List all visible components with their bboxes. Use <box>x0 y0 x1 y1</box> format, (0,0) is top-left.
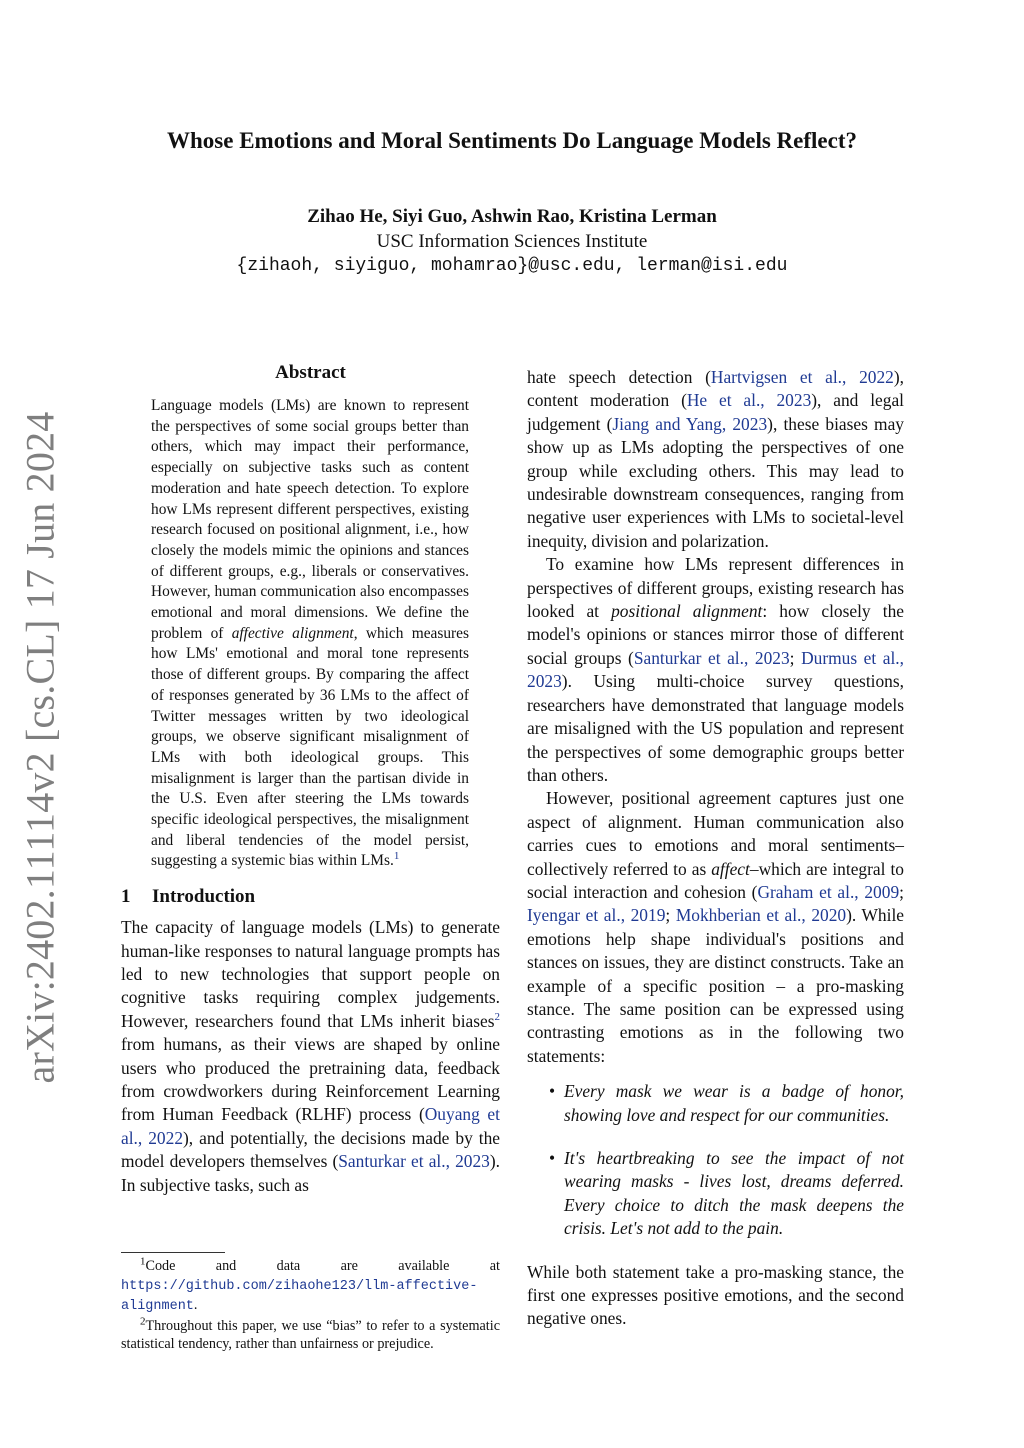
citation-link[interactable]: Jiang and Yang, 2023 <box>612 413 768 434</box>
example-statements <box>527 1080 904 1240</box>
footnote-ref-1[interactable]: 1 <box>393 850 400 863</box>
intro-paragraph: The capacity of language models (LMs) to generate human-like responses to natural language prompts has led to new technologies that support people on cognitive tasks requiring complex judgements. However, researchers found that LMs inherit biases$^2$ from humans, as their views are shaped by online users who produced the pretraining data, feedback from crowdworkers during Reinforcement Learning from Human Feedback (RLHF) process (Ouyang et al., 2022), and potentially, the decisions made by the model developers themselves (Santurkar et al., 2023). In subjective tasks, such as <box>121 917 501 1195</box>
body-paragraph: hate speech detection (Hartvigsen et al., 2022), content moderation (He et al., 2023), and legal judgement (Jiang and Yang, 2023), these biases may show up as LMs adopting the perspectives of one group while excluding others. This may lead to undesirable downstream consequences, ranging from negative user experiences with LMs to societal-level inequity, division and polarization. <box>527 367 904 551</box>
body-paragraph: To examine how LMs represent differences in perspectives of different groups, existing research has looked at positional alignment: how closely the model's opinions or stances mirror those of different social groups (Santurkar et al., 2023; Durmus et al., 2023). Using multi-choice survey questions, researchers have demonstrated that language models are misaligned with the US population and represent the perspectives of some demographic groups better than others. <box>527 554 904 785</box>
citation-link[interactable]: Mokhberian et al., 2020 <box>675 905 847 926</box>
citation-link[interactable]: Ouyang et al., 2022 <box>121 1104 500 1148</box>
list-item: • It's heartbreaking to see the impact of not wearing masks - lives lost, dreams deferred. Every choice to ditch the mask deepens the crisis. Let's not add to the pain. <box>549 1148 904 1239</box>
body-paragraph: However, positional agreement captures just one aspect of alignment. Human communication also carries cues to emotions and moral sentiments–collectively referred to as affect–which are integral to social interaction and cohesion (Graham et al., 2009; Iyengar et al., 2019; Mokhberian et al., 2020). While emotions help shape individual's positions and stances on issues, they are distinct constructs. Take an example of a specific position – a pro-masking stance. The same position can be expressed using contrasting emotions as in the following two statements: <box>527 788 904 1066</box>
citation-link[interactable]: Hartvigsen et al., 2022 <box>710 367 894 387</box>
section-heading-introduction: 1 Introduction <box>121 886 256 908</box>
author-list: Zihao He, Siyi Guo, Ashwin Rao, Kristina Lerman <box>307 206 717 227</box>
footnote-1: $^1$Code and data are available at https://github.com/zihaohe123/llm-affective-alignment. <box>121 1255 500 1314</box>
citation-link[interactable]: Iyengar et al., 2019 <box>527 905 666 926</box>
citation-link[interactable]: Durmus et al., 2023 <box>527 647 904 692</box>
citation-link[interactable]: Santurkar et al., 2023 <box>633 647 790 668</box>
footnote-2: $^2$Throughout this paper, we use “bias” to refer to a systematic statistical tendency, rather than unfairness or prejudice. <box>121 1314 500 1352</box>
arxiv-identifier[interactable]: arXiv:2402.11114v2 [cs.CL] 17 Jun 2024 <box>17 411 63 1084</box>
list-item: • Every mask we wear is a badge of honor, showing love and respect for our communities. <box>549 1081 904 1125</box>
abstract-text: Language models (LMs) are known to represent the perspectives of some social groups better than others, which may impact their performance, especially on subjective tasks such as content moderation and hate speech detection. To explore how LMs represent different perspectives, existing research focused on positional alignment, i.e., how closely the models mimic the opinions and stances of different groups, e.g., liberals or conservatives. However, human communication also encompasses emotional and moral dimensions. We define the problem of affective alignment, which measures how LMs' emotional and moral tone represents those of different groups. By comparing the affect of responses generated by 36 LMs to the affect of Twitter messages written by two ideological groups, we observe significant misalignment of LMs with both ideological groups. This misalignment is larger than the partisan divide in the U.S. Even after steering the LMs towards specific ideological perspectives, the misalignment and liberal tendencies of the model persist, suggesting a systemic bias within LMs.$^1$ <box>151 397 470 870</box>
right-column <box>527 366 904 1331</box>
citation-link[interactable]: Santurkar et al., 2023 <box>338 1151 490 1172</box>
bullet-icon: • <box>549 1148 556 1168</box>
affiliation: USC Information Sciences Institute <box>376 231 648 252</box>
abstract-heading: Abstract <box>275 362 346 383</box>
paper-title: Whose Emotions and Moral Sentiments Do Language Models Reflect? <box>167 128 857 153</box>
author-emails: {zihaoh, siyiguo, mohamrao}@usc.edu, lerman@isi.edu <box>236 256 788 276</box>
footnotes <box>121 1252 500 1354</box>
citation-link[interactable]: Graham et al., 2009 <box>757 881 900 902</box>
code-url-link[interactable]: https://github.com/zihaohe123/llm-affective-alignment <box>121 1278 478 1314</box>
citation-link[interactable]: He et al., 2023 <box>686 390 812 411</box>
body-paragraph: While both statement take a pro-masking stance, the first one expresses positive emotions, and the second negative ones. <box>527 1261 904 1329</box>
left-column <box>121 362 500 1197</box>
footnote-rule <box>121 1252 225 1253</box>
bullet-icon: • <box>549 1081 556 1102</box>
footnote-ref-2[interactable]: 2 <box>494 1011 500 1023</box>
